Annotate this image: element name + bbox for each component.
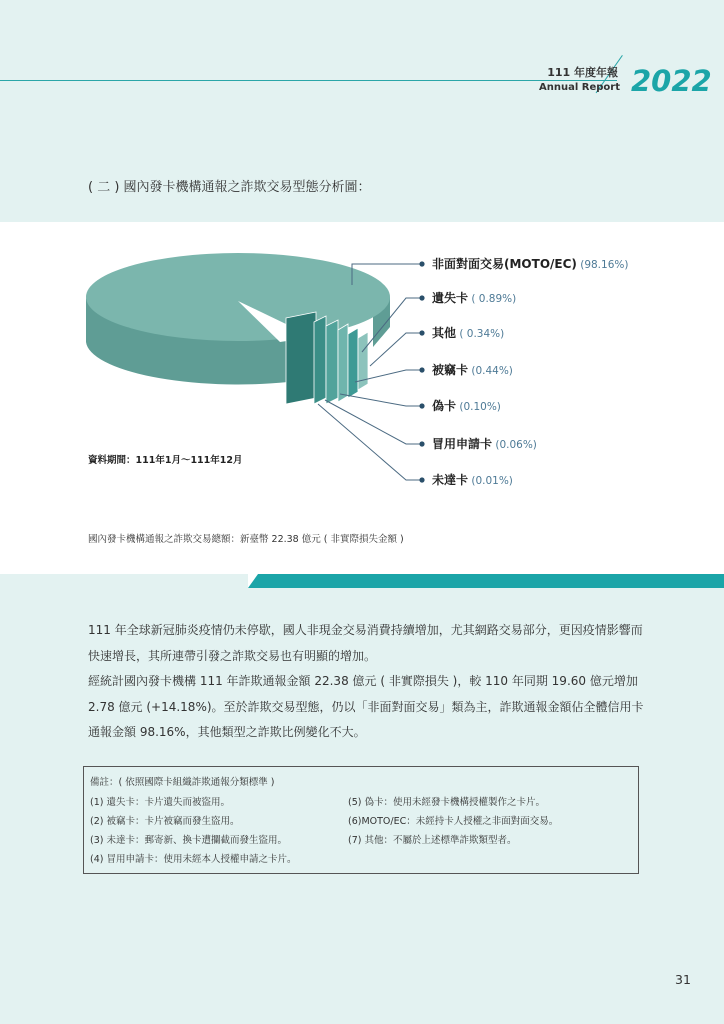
chart-label <box>432 362 513 377</box>
chart-label <box>432 472 513 487</box>
pie-slice-small <box>314 316 326 404</box>
pie-slice-small <box>338 324 348 402</box>
leader-line <box>318 404 422 480</box>
chart-label-pct: (98.16%) <box>576 259 629 271</box>
chart-label <box>432 256 628 271</box>
note-item: (5) 偽卡：使用未經發卡機構授權製作之卡片。 <box>348 797 545 808</box>
chart-labels <box>432 256 628 487</box>
accent-strip-corner <box>248 574 258 588</box>
report-title-cn: 111 年度年報 <box>547 66 618 79</box>
fraud-total: 國內發卡機構通報之詐欺交易總額：新臺幣 22.38 億元 ( 非實際損失金額 ) <box>88 534 404 545</box>
chart-label-name: 被竊卡 <box>432 363 469 377</box>
note-item: (3) 未達卡：郵寄新、換卡遭攔截而發生盜用。 <box>90 835 287 846</box>
chart-label-pct: (0.06%) <box>492 439 537 451</box>
leader-dot <box>419 441 424 446</box>
pie-slice-small <box>326 320 338 404</box>
note-item: (4) 冒用申請卡：使用未經本人授權申請之卡片。 <box>90 854 297 865</box>
data-period: 資料期間：111年1月～111年12月 <box>88 455 243 466</box>
report-title-en: Annual Report <box>539 82 620 93</box>
chart-label-pct: (0.10%) <box>456 401 501 413</box>
leader-dot <box>419 367 424 372</box>
chart-label-name: 偽卡 <box>432 399 457 413</box>
pie-chart <box>0 222 724 522</box>
chart-label-name: 遺失卡 <box>432 291 469 305</box>
chart-label-pct: ( 0.34%) <box>456 328 505 340</box>
leader-dot <box>419 261 424 266</box>
note-item: (1) 遺失卡：卡片遺失而被盜用。 <box>90 797 230 808</box>
chart-label-name: 冒用申請卡 <box>432 437 493 451</box>
leader-line <box>340 394 422 406</box>
leader-dot <box>419 330 424 335</box>
body-text <box>88 618 648 746</box>
paragraph: 111 年全球新冠肺炎疫情仍未停歇，國人非現金交易消費持續增加，尤其網路交易部分，更因疫情影響而快速增長，其所連帶引發之詐欺交易也有明顯的增加。 <box>88 623 643 663</box>
note-item: (6)MOTO/EC：未經持卡人授權之非面對面交易。 <box>348 816 559 827</box>
chart-label-name: 非面對面交易(MOTO/EC) <box>432 257 577 271</box>
page-number: 31 <box>675 972 691 987</box>
accent-strip <box>256 574 724 588</box>
section-title: ( 二 ) 國內發卡機構通報之詐欺交易型態分析圖： <box>88 180 371 195</box>
leader-dot <box>419 295 424 300</box>
chart-label <box>432 325 504 340</box>
chart-label-pct: ( 0.89%) <box>468 293 517 305</box>
pie-slice-small <box>348 328 358 398</box>
leader-dot <box>419 403 424 408</box>
chart-label-name: 其他 <box>432 326 457 340</box>
notes-box <box>83 766 639 874</box>
note-item: (2) 被竊卡：卡片被竊而發生盜用。 <box>90 816 240 827</box>
chart-label-pct: (0.01%) <box>468 475 513 487</box>
report-year: 2022 <box>631 64 712 98</box>
pie-slice-small <box>286 312 316 404</box>
chart-label-name: 未達卡 <box>432 473 469 487</box>
pie-body <box>86 253 390 404</box>
chart-label <box>432 290 516 305</box>
chart-label <box>432 398 501 413</box>
paragraph: 經統計國內發卡機構 111 年詐欺通報金額 22.38 億元 ( 非實際損失 )，較 110 年同期 19.60 億元增加 2.78 億元 (+14.18%)。至於詐欺交易型態，仍以「非面對面交易」類為主，詐欺通報金額佔全體信用卡通報金額 98.16%，其他類型之詐欺比例變化不大。 <box>88 674 644 739</box>
header-rule <box>0 80 617 81</box>
leader-dot <box>419 477 424 482</box>
chart-label <box>432 436 537 451</box>
chart-label-pct: (0.44%) <box>468 365 513 377</box>
notes-title: 備註：( 依照國際卡組織詐欺通報分類標準 ) <box>90 777 275 788</box>
note-item: (7) 其他：不屬於上述標準詐欺類型者。 <box>348 835 517 846</box>
